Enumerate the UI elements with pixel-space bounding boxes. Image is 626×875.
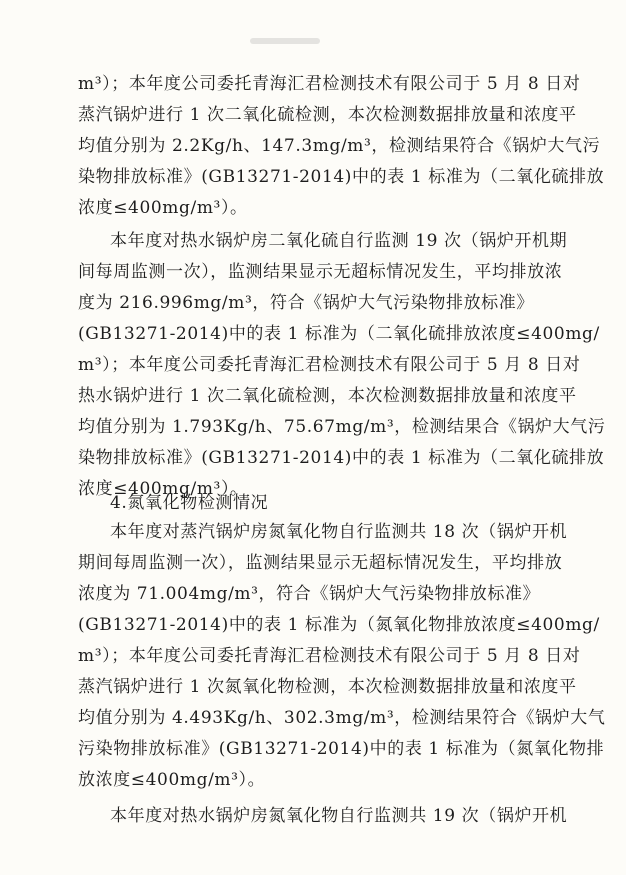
text-line: 间每周监测一次），监测结果显示无超标情况发生，平均排放浓 [78,262,563,282]
text-line: m³）；本年度公司委托青海汇君检测技术有限公司于 5 月 8 日对 [78,646,581,666]
section-heading: 4.氮氧化物检测情况 [110,493,269,513]
text-line: m³）；本年度公司委托青海汇君检测技术有限公司于 5 月 8 日对 [78,74,581,94]
text-line: 期间每周监测一次），监测结果显示无超标情况发生，平均排放 [78,553,563,573]
text-line: (GB13271-2014)中的表 1 标准为（氮氧化物排放浓度≤400mg/ [78,615,600,635]
text-line: 蒸汽锅炉进行 1 次二氧化硫检测，本次检测数据排放量和浓度平 [78,105,577,125]
paragraph-first-line: 本年度对热水锅炉房氮氧化物自行监测共 19 次（锅炉开机 [110,806,568,826]
text-line: 浓度≤400mg/m³）。 [78,198,248,218]
text-line: m³）；本年度公司委托青海汇君检测技术有限公司于 5 月 8 日对 [78,355,581,375]
text-line: 污染物排放标准》(GB13271-2014)中的表 1 标准为（氮氧化物排 [78,739,605,759]
text-line: 染物排放标准》(GB13271-2014)中的表 1 标准为（二氧化硫排放 [78,167,605,187]
text-line: 热水锅炉进行 1 次二氧化硫检测，本次检测数据排放量和浓度平 [78,386,577,406]
text-line: 均值分别为 1.793Kg/h、75.67mg/m³，检测结果合《锅炉大气污 [78,417,606,437]
text-line: (GB13271-2014)中的表 1 标准为（二氧化硫排放浓度≤400mg/ [78,324,600,344]
text-line: 蒸汽锅炉进行 1 次氮氧化物检测，本次检测数据排放量和浓度平 [78,677,577,697]
text-line: 均值分别为 4.493Kg/h、302.3mg/m³，检测结果符合《锅炉大气 [78,708,606,728]
text-line: 浓度为 71.004mg/m³，符合《锅炉大气污染物排放标准》 [78,584,541,604]
text-line: 浓度≤400mg/m³）。 [78,479,248,499]
paragraph-first-line: 本年度对蒸汽锅炉房氮氧化物自行监测共 18 次（锅炉开机 [110,522,568,542]
text-line: 均值分别为 2.2Kg/h、147.3mg/m³，检测结果符合《锅炉大气污 [78,136,601,156]
text-line: 染物排放标准》(GB13271-2014)中的表 1 标准为（二氧化硫排放 [78,448,605,468]
page-header-mark [250,38,320,44]
paragraph-first-line: 本年度对热水锅炉房二氧化硫自行监测 19 次（锅炉开机期 [110,231,568,251]
text-line: 度为 216.996mg/m³，符合《锅炉大气污染物排放标准》 [78,293,534,313]
text-line: 放浓度≤400mg/m³）。 [78,770,266,790]
